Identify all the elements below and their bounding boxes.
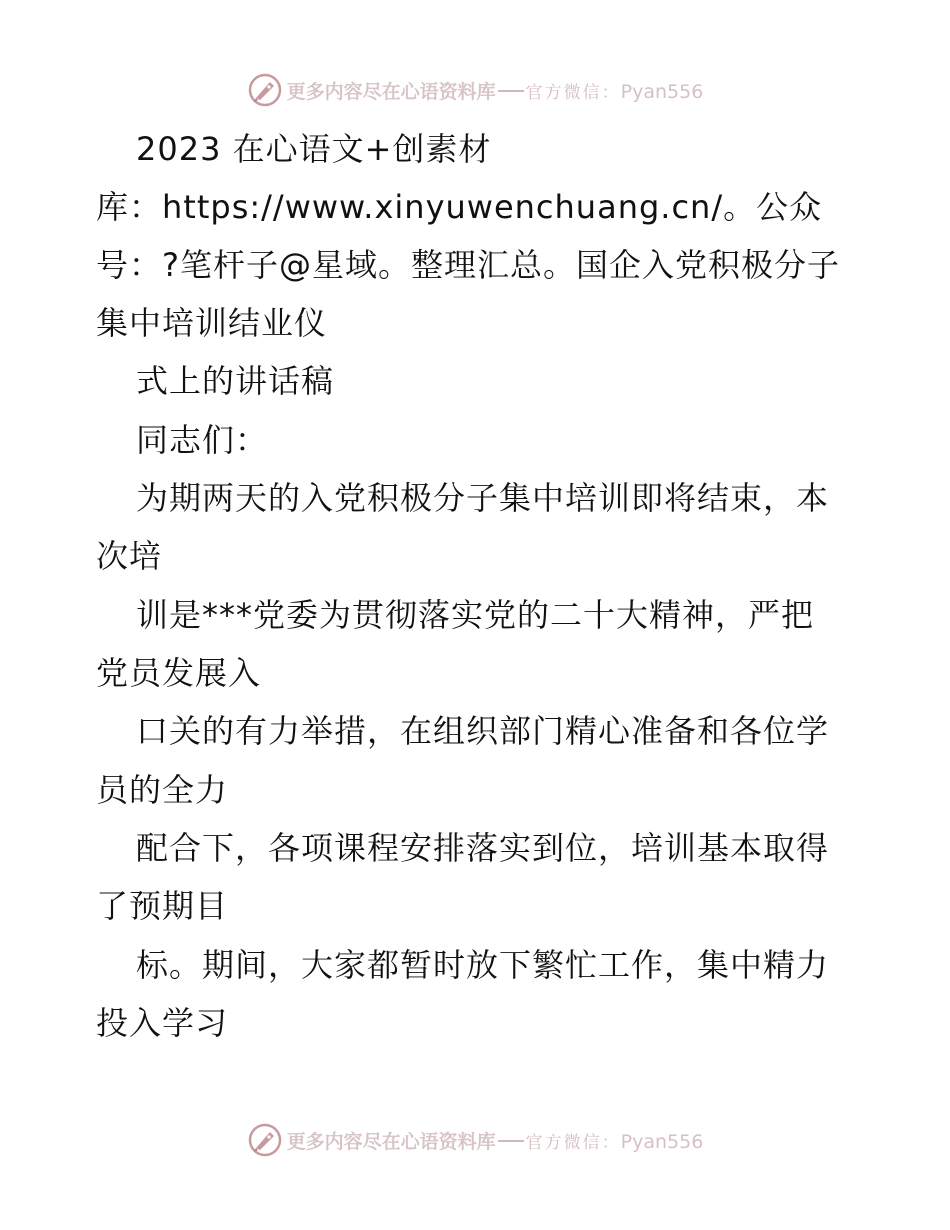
watermark-sub-text: 官方微信： bbox=[525, 1132, 621, 1153]
watermark-main-text: 更多内容尽在心语资料库 bbox=[286, 80, 496, 103]
text-line-9: 训是***党委为贯彻落实党的二十大精神，严把 bbox=[136, 596, 815, 634]
watermark-id-text: Pyan556 bbox=[620, 80, 704, 103]
watermark-dash bbox=[498, 90, 524, 92]
watermark-header bbox=[0, 70, 950, 110]
text-line-12: 员的全力 bbox=[96, 771, 229, 809]
text-line-7: 为期两天的入党积极分子集中培训即将结束，本 bbox=[136, 479, 830, 517]
text-line-8: 次培 bbox=[96, 537, 163, 575]
text-line-16: 投入学习 bbox=[96, 1004, 229, 1042]
watermark-id-text: Pyan556 bbox=[620, 1130, 704, 1153]
pen-nib-logo-icon bbox=[247, 72, 283, 108]
text-line-11: 口关的有力举措，在组织部门精心准备和各位学 bbox=[136, 712, 830, 750]
watermark-sub-text: 官方微信： bbox=[525, 82, 621, 103]
text-line-2: 库：https://www.xinyuwenchuang.cn/。公众 bbox=[96, 188, 823, 226]
text-line-5: 式上的讲话稿 bbox=[136, 362, 335, 400]
watermark-footer bbox=[0, 1120, 950, 1160]
text-line-14: 了预期目 bbox=[96, 887, 229, 925]
text-line-10: 党员发展入 bbox=[96, 654, 262, 692]
text-line-3: 号：?笔杆子@星域。整理汇总。国企入党积极分子 bbox=[96, 246, 840, 284]
text-line-1: 2023 在心语文+创素材 bbox=[136, 130, 492, 168]
text-line-6: 同志们： bbox=[136, 421, 269, 459]
watermark-dash bbox=[498, 1140, 524, 1142]
text-line-4: 集中培训结业仪 bbox=[96, 304, 328, 342]
text-line-13: 配合下，各项课程安排落实到位，培训基本取得 bbox=[136, 829, 830, 867]
pen-nib-logo-icon bbox=[247, 1122, 283, 1158]
watermark-main-text: 更多内容尽在心语资料库 bbox=[286, 1130, 496, 1153]
text-line-15: 标。期间，大家都暂时放下繁忙工作，集中精力 bbox=[136, 946, 830, 984]
